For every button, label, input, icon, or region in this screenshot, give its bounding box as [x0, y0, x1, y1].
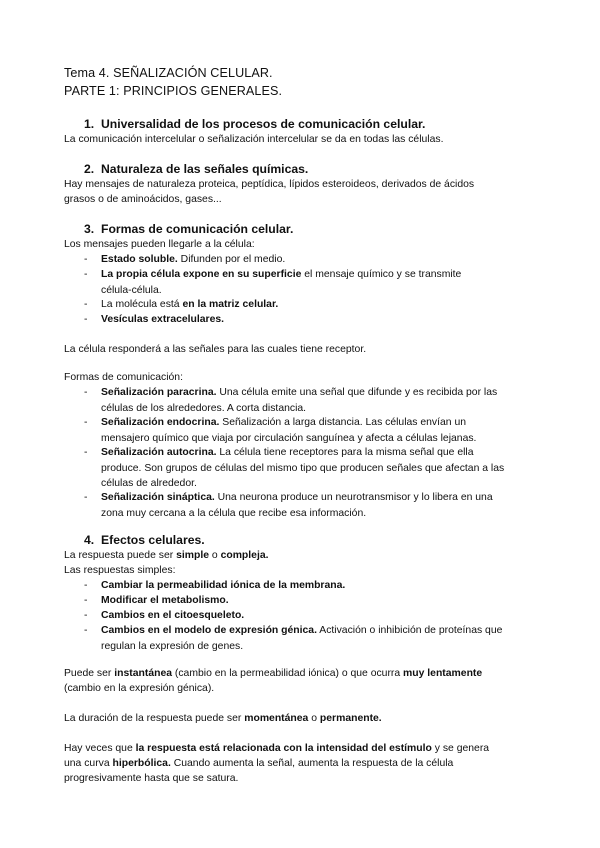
bold-text: Cambiar la permeabilidad iónica de la membrana.: [101, 580, 346, 591]
section-2-heading: [84, 162, 308, 176]
bullet-dash: -: [84, 595, 88, 606]
paragraph-duration: La duración de la respuesta puede ser momentánea o permanente.: [64, 713, 382, 724]
item-text-cont: regulan la expresión de genes.: [101, 640, 244, 652]
item-text: Una neurona produce un neurotransmisor y lo libera en una: [214, 492, 493, 503]
paragraph-intensity-line2: una curva hiperbólica. Cuando aumenta la señal, aumenta la respuesta de la célula: [64, 758, 454, 769]
paragraph-speed-line2: (cambio en la expresión génica).: [64, 683, 215, 694]
section-3-heading: [84, 222, 293, 236]
section-heading-text: Efectos celulares.: [101, 533, 205, 547]
bold-text: Señalización endocrina.: [101, 417, 220, 428]
bold-text: Vesículas extracelulares.: [101, 314, 225, 325]
simple-responses-intro: Las respuestas simples:: [64, 565, 176, 576]
section-heading-text: Formas de comunicación celular.: [101, 222, 294, 236]
bold-text: Modificar el metabolismo.: [101, 595, 229, 606]
item-text-cont: célula-célula.: [101, 284, 162, 296]
bullet-dash: -: [84, 299, 88, 310]
item-text: Señalización a larga distancia. Las células envían un: [219, 417, 467, 428]
section-1-text: La comunicación intercelular o señalización intercelular se da en todas las células.: [64, 134, 444, 145]
item-text-cont: zona muy cercana a la célula que recibe esa información.: [101, 507, 367, 519]
item-text: Difunden por el medio.: [177, 254, 286, 265]
section-heading-text: Naturaleza de las señales químicas.: [101, 162, 309, 176]
item-text: Una célula emite una señal que difunde y es recibida por las: [216, 387, 498, 398]
bullet-dash: -: [84, 417, 88, 428]
section-number: 1.: [84, 117, 95, 131]
item-text: La célula tiene receptores para la misma señal que ella: [216, 447, 474, 458]
section-3-intro: Los mensajes pueden llegarle a la célula:: [64, 239, 255, 250]
bold-text: Cambios en el citoesqueleto.: [101, 610, 245, 621]
bullet-dash: -: [84, 625, 88, 636]
doc-title-line2: PARTE 1: PRINCIPIOS GENERALES.: [64, 84, 283, 98]
section-1-heading: [84, 117, 425, 131]
item-text: Activación o inhibición de proteínas que: [316, 625, 503, 636]
bullet-dash: -: [84, 580, 88, 591]
item-text-cont: células de los alrededores. A corta distancia.: [101, 402, 307, 414]
section-4-heading: [84, 533, 205, 547]
bold-text: Señalización sináptica.: [101, 492, 215, 503]
doc-title-line1: Tema 4. SEÑALIZACIÓN CELULAR.: [64, 66, 273, 80]
section-heading-text: Universalidad de los procesos de comunicación celular.: [101, 117, 426, 131]
item-text-cont: produce. Son grupos de células del mismo tipo que producen señales que afectan a las: [101, 462, 505, 474]
paragraph-speed-line1: Puede ser instantánea (cambio en la permeabilidad iónica) o que ocurra muy lentamente: [64, 668, 483, 679]
item-text: La molécula está: [101, 299, 183, 310]
paragraph-intensity-line3: progresivamente hasta que se satura.: [64, 773, 239, 784]
bold-text: Señalización autocrina.: [101, 447, 217, 458]
bold-text: Señalización paracrina.: [101, 387, 217, 398]
bullet-dash: -: [84, 254, 88, 265]
bullet-dash: -: [84, 447, 88, 458]
section-number: 2.: [84, 162, 95, 176]
item-text: el mensaje químico y se transmite: [301, 269, 462, 280]
item-text-cont: mensajero químico que viaja por circulación sanguínea y afecta a células lejanas.: [101, 432, 477, 444]
item-text-cont: células de alrededor.: [101, 478, 197, 489]
bullet-dash: -: [84, 610, 88, 621]
bullet-dash: -: [84, 269, 88, 280]
forms-intro: Formas de comunicación:: [64, 372, 183, 383]
section-number: 3.: [84, 222, 95, 236]
section-2-text-line2: grasos o de aminoácidos, gases...: [64, 194, 222, 205]
bullet-dash: -: [84, 387, 88, 398]
bold-text: Estado soluble.: [101, 254, 178, 265]
response-type-sentence: La respuesta puede ser simple o compleja.: [64, 550, 269, 561]
section-2-text-line1: Hay mensajes de naturaleza proteica, peptídica, lípidos esteroideos, derivados de ácidos: [64, 179, 475, 190]
bold-text: La propia célula expone en su superficie: [101, 269, 302, 280]
paragraph-intensity-line1: Hay veces que la respuesta está relacionada con la intensidad del estímulo y se genera: [64, 743, 490, 754]
receptor-sentence: La célula responderá a las señales para las cuales tiene receptor.: [64, 344, 367, 355]
bullet-dash: -: [84, 314, 88, 325]
bullet-dash: -: [84, 492, 88, 503]
section-number: 4.: [84, 533, 95, 547]
bold-text: en la matriz celular.: [182, 299, 279, 310]
bold-text: Cambios en el modelo de expresión génica.: [101, 625, 317, 636]
